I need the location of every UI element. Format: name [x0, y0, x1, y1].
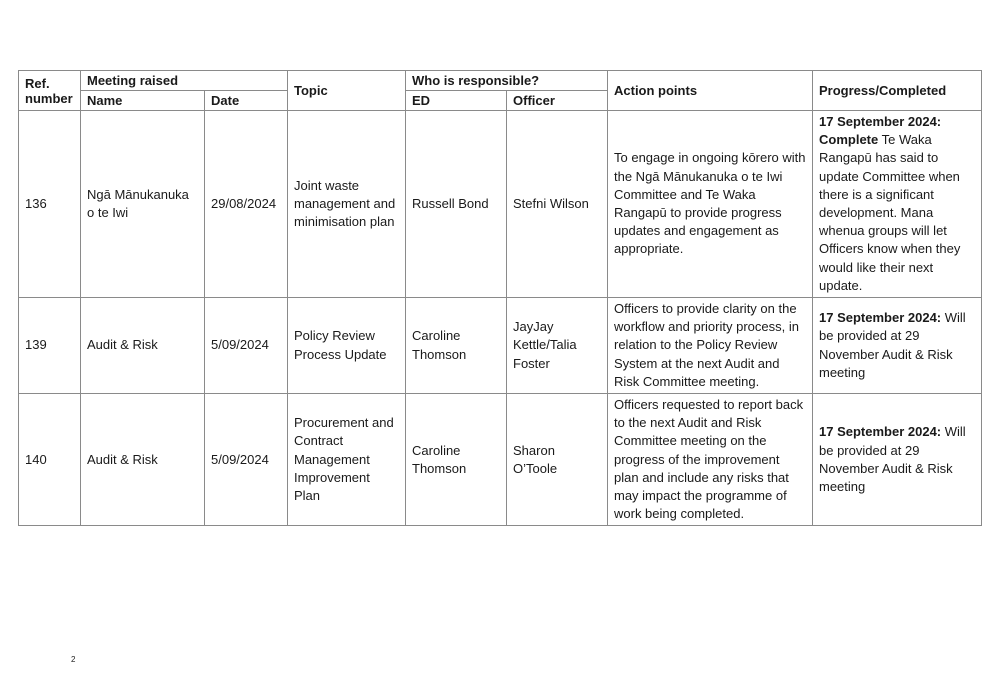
- cell-date: 5/09/2024: [205, 298, 288, 394]
- cell-action: Officers requested to report back to the next Audit and Risk Committee meeting on the progress of the improvement plan and include any risks that may impact the programme of work being completed.: [608, 394, 813, 526]
- cell-ed: Russell Bond: [406, 111, 507, 298]
- cell-action: To engage in ongoing kōrero with the Ngā Mānukanuka o te Iwi Committee and Te Waka Rangapū to provide progress updates and engagement as appropriate.: [608, 111, 813, 298]
- cell-progress: [813, 111, 982, 298]
- progress-text: Will be provided at 29 November Audit & Risk meeting: [819, 310, 966, 380]
- table-row: [19, 394, 982, 526]
- header-name: Name: [81, 91, 205, 111]
- progress-date: 17 September 2024:: [819, 114, 942, 129]
- header-officer: Officer: [507, 91, 608, 111]
- progress-text: Te Waka Rangapū has said to update Committee when there is a significant development. Mana whenua groups will let Officers know when they would like their next update.: [819, 132, 961, 293]
- cell-officer: JayJay Kettle/Talia Foster: [507, 298, 608, 394]
- header-row-top: [19, 71, 982, 91]
- cell-name: Audit & Risk: [81, 298, 205, 394]
- header-meeting-raised: Meeting raised: [81, 71, 288, 91]
- cell-topic: Joint waste management and minimisation plan: [288, 111, 406, 298]
- cell-ed: Caroline Thomson: [406, 298, 507, 394]
- cell-ed: Caroline Thomson: [406, 394, 507, 526]
- progress-date: 17 September 2024:: [819, 310, 942, 326]
- cell-date: 5/09/2024: [205, 394, 288, 526]
- header-date: Date: [205, 91, 288, 111]
- cell-action: Officers to provide clarity on the workflow and priority process, in relation to the Policy Review System at the next Audit and Risk Committee meeting.: [608, 298, 813, 394]
- progress-status: Complete: [819, 132, 879, 148]
- header-who-responsible: Who is responsible?: [406, 71, 608, 91]
- cell-date: 29/08/2024: [205, 111, 288, 298]
- progress-date: 17 September 2024:: [819, 424, 942, 440]
- table-row: [19, 298, 982, 394]
- cell-topic: Policy Review Process Update: [288, 298, 406, 394]
- table-row: [19, 111, 982, 298]
- header-ed: ED: [406, 91, 507, 111]
- cell-name: Ngā Mānukanuka o te Iwi: [81, 111, 205, 298]
- cell-officer: Stefni Wilson: [507, 111, 608, 298]
- cell-progress: [813, 394, 982, 526]
- cell-topic: Procurement and Contract Management Improvement Plan: [288, 394, 406, 526]
- action-points-table: [18, 70, 982, 526]
- page-number: 2: [71, 655, 76, 664]
- header-progress-completed: Progress/Completed: [813, 71, 982, 111]
- cell-officer: Sharon O’Toole: [507, 394, 608, 526]
- cell-name: Audit & Risk: [81, 394, 205, 526]
- cell-progress: [813, 298, 982, 394]
- progress-text: Will be provided at 29 November Audit & Risk meeting: [819, 424, 966, 494]
- cell-ref: 136: [19, 111, 81, 298]
- header-ref-number: Ref. number: [19, 71, 81, 111]
- cell-ref: 140: [19, 394, 81, 526]
- header-action-points: Action points: [608, 71, 813, 111]
- cell-ref: 139: [19, 298, 81, 394]
- header-topic: Topic: [288, 71, 406, 111]
